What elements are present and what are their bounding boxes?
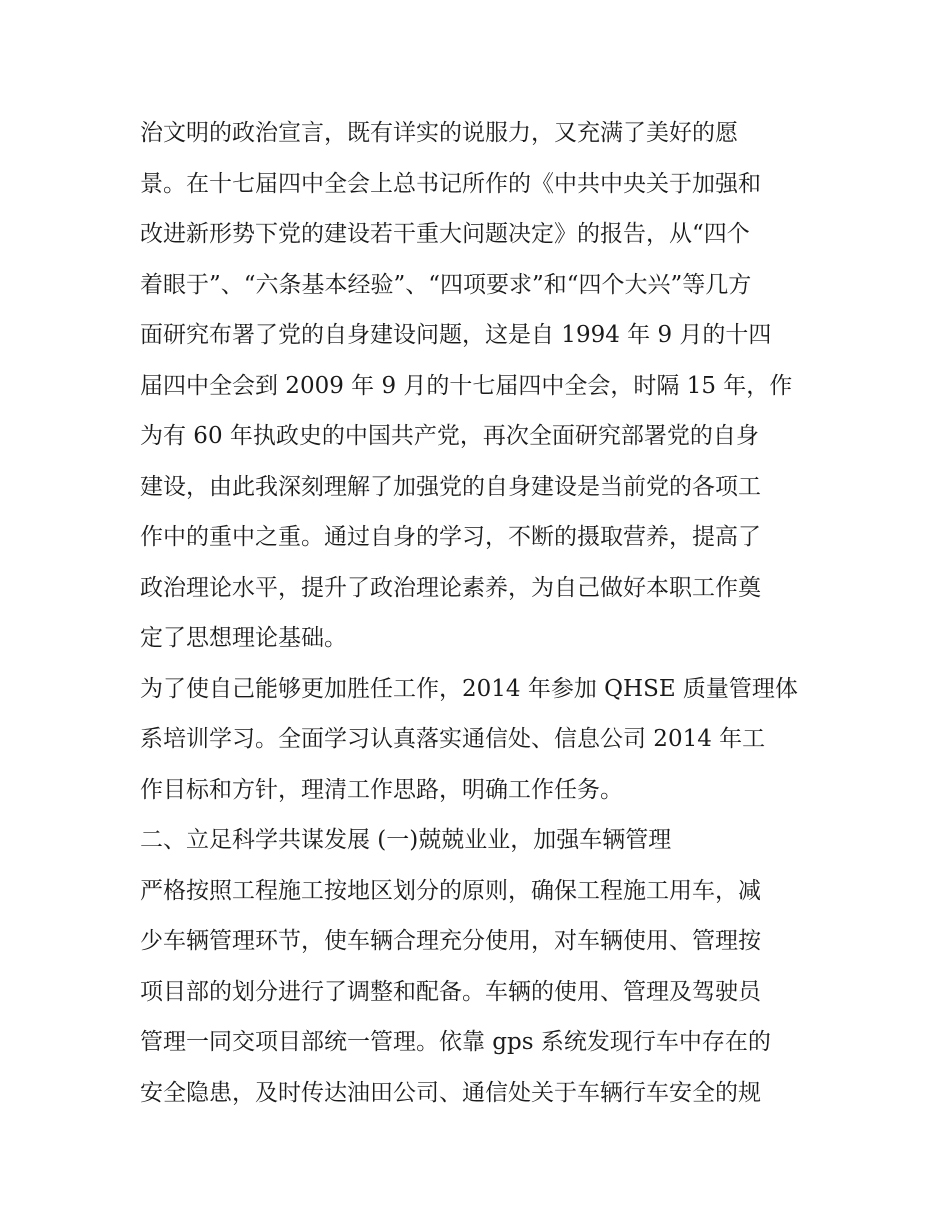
text-line: 建设，由此我深刻理解了加强党的自身建设是当前党的各项工 [140, 473, 761, 500]
text-line: 为有 60 年执政史的中国共产党，再次全面研究部署党的自身 [140, 423, 759, 449]
text-line: 政治理论水平，提升了政治理论素养，为自己做好本职工作奠 [140, 574, 761, 601]
text-line: 届四中全会到 2009 年 9 月的十七届四中全会，时隔 15 年，作 [140, 372, 793, 399]
text-line: 严格按照工程施工按地区划分的原则，确保工程施工用车，减 [140, 877, 761, 904]
text-line: 安全隐患，及时传达油田公司、通信处关于车辆行车安全的规 [140, 1079, 761, 1106]
text-line: 系培训学习。全面学习认真落实通信处、信息公司 2014 年工 [140, 726, 766, 752]
body-text [140, 108, 830, 1118]
text-line: 作目标和方针，理清工作思路，明确工作任务。 [140, 776, 623, 803]
text-line: 面研究布署了党的自身建设问题，这是自 1994 年 9 月的十四 [140, 322, 772, 348]
text-line: 作中的重中之重。通过自身的学习，不断的摄取营养，提高了 [140, 524, 761, 550]
text-line: 治文明的政治宣言，既有详实的说服力，又充满了美好的愿 [140, 120, 738, 146]
text-line: 管理一同交项目部统一管理。依靠 gps 系统发现行车中存在的 [140, 1029, 771, 1055]
text-line: 为了使自己能够更加胜任工作，2014 年参加 QHSE 质量管理体 [140, 675, 798, 702]
text-line: 项目部的划分进行了调整和配备。车辆的使用、管理及驾驶员 [140, 978, 761, 1005]
text-line: 定了思想理论基础。 [140, 625, 347, 651]
text-line: 少车辆管理环节，使车辆合理充分使用，对车辆使用、管理按 [140, 928, 761, 954]
text-line: 着眼于”、“六条基本经验”、“四项要求”和“四个大兴”等几方 [140, 271, 752, 298]
section-heading: 二、立足科学共谋发展 (一)兢兢业业，加强车辆管理 [140, 827, 672, 853]
text-line: 改进新形势下党的建设若干重大问题决定》的报告，从“四个 [140, 221, 750, 247]
text-line: 景。在十七届四中全会上总书记所作的《中共中央关于加强和 [140, 170, 761, 197]
